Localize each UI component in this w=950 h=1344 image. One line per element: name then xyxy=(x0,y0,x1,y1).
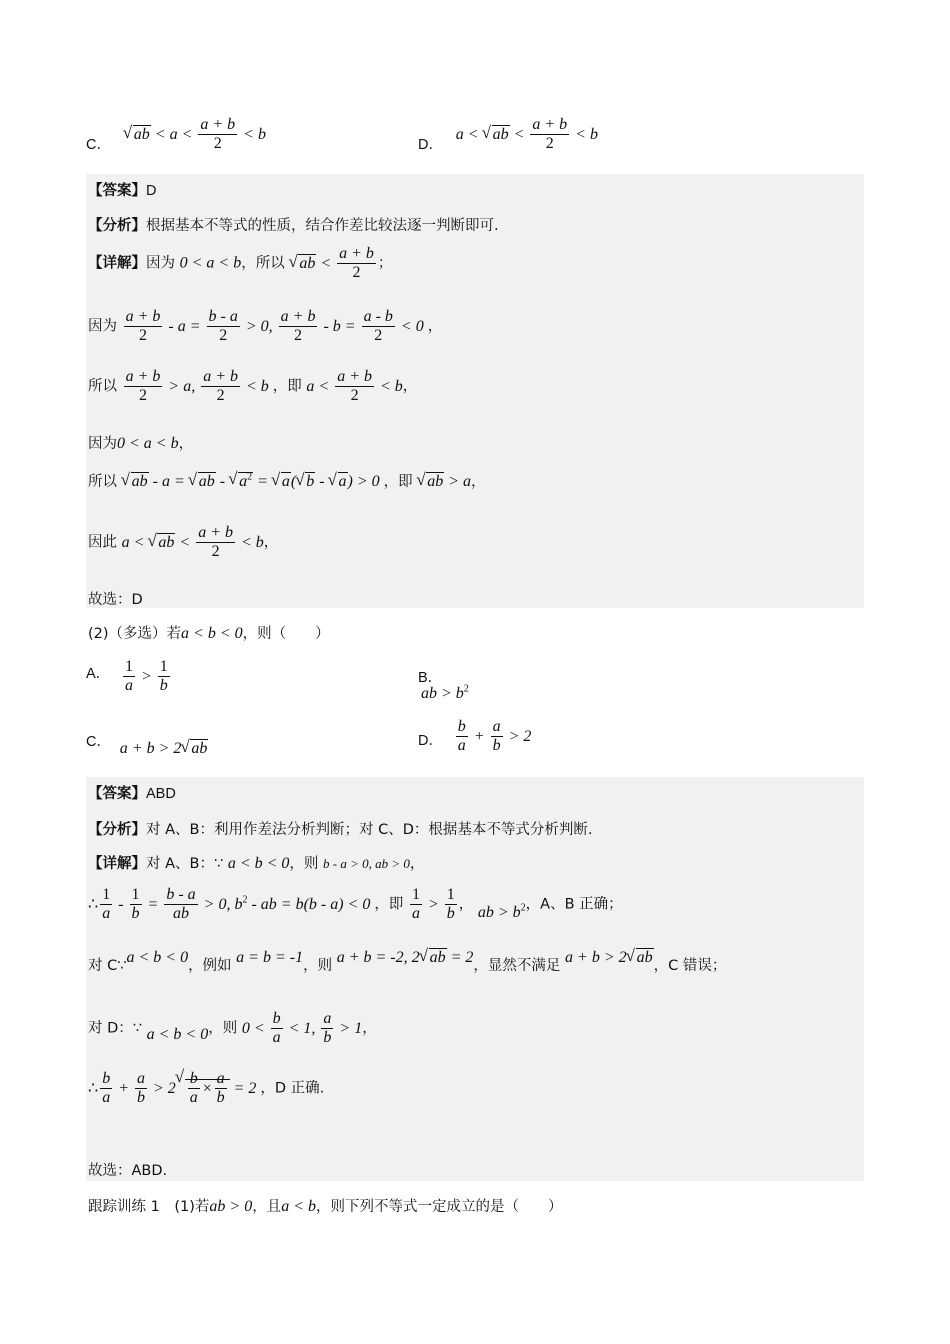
detail2-line-2 xyxy=(88,886,623,924)
analysis-text: 根据基本不等式的性质，结合作差比较法逐一判断即可. xyxy=(146,218,499,234)
conclusion-1: 故选：D xyxy=(88,592,143,608)
math-ratio-bounds: 0 < $\frac{b}{a}$ < 1, $\frac{a}{b}$ > 1 xyxy=(241,1010,363,1047)
math-sqrt-ab-gt-a: √ ab > a xyxy=(417,473,471,490)
detail-text: ， xyxy=(458,896,474,913)
detail-text: 对 A、B：∵ xyxy=(146,856,224,872)
option-b[interactable] xyxy=(418,670,495,702)
detail-text: ， xyxy=(427,318,443,335)
detail-label: 【详解】 xyxy=(88,856,146,872)
option-c-top[interactable] xyxy=(86,116,266,154)
option-a-expr: $\frac{1}{a}$ > $\frac{1}{b}$ xyxy=(124,658,168,695)
detail-text: 因为 xyxy=(88,436,117,452)
math-am-gm-ratio: ∴ $\frac{b}{a}$ + $\frac{a}{b}$ > 2 √ $\frac{b}{a}$ × $\frac{a}{b}$ = 2 xyxy=(88,1080,260,1097)
analysis-label: 【分析】 xyxy=(88,218,146,234)
analysis-line-1 xyxy=(88,214,499,235)
detail-text: ，C 错误； xyxy=(653,958,727,974)
detail-text: ， xyxy=(471,474,486,490)
detail-text: ，即 xyxy=(383,474,413,490)
math-a-lt-b: a < b xyxy=(281,1198,316,1215)
detail-text: 所以 xyxy=(88,474,117,490)
detail2-line-3 xyxy=(88,949,727,975)
answer-value: D xyxy=(146,183,157,199)
math-0-lt-a-lt-b: 0 < a < b xyxy=(179,254,242,272)
math-differences: $\frac{a + b}{2}$ - a = $\frac{b - a}{2}$ > 0, $\frac{a + b}{2}$ - b = $\frac{a - b}{2}$ < 0 xyxy=(125,308,428,345)
math-am-gm-fail: a + b > 2√ ab xyxy=(565,949,654,966)
detail-line-3 xyxy=(88,368,417,406)
followup-label: 跟踪训练 1 xyxy=(88,1199,160,1215)
followup-question xyxy=(88,1195,562,1216)
detail2-line-1 xyxy=(88,852,424,873)
math-a-lt-b-lt-0-4: a < b < 0 xyxy=(146,1025,209,1043)
question-text: ，则（ ） xyxy=(242,626,330,642)
option-d-expr: $\frac{b}{a}$ + $\frac{a}{b}$ > 2 xyxy=(457,718,532,755)
detail-line-6 xyxy=(88,524,278,562)
answer-label: 【答案】 xyxy=(88,786,146,802)
math-ab-gt-b2: ab > $b^2$ xyxy=(477,902,526,921)
option-d-top[interactable] xyxy=(418,116,598,154)
analysis-text: 对 A、B：利用作差法分析判断；对 C、D：根据基本不等式分析判断. xyxy=(146,822,593,838)
option-c-label: C． xyxy=(86,734,111,750)
option-b-expr: ab > $b^2$ xyxy=(420,683,469,702)
math-ab-gt-0: ab > 0 xyxy=(209,1198,253,1215)
answer-label: 【答案】 xyxy=(88,183,146,199)
math-mean-between: a < $\frac{a + b}{2}$ < b xyxy=(306,368,403,405)
detail-text: 因为 xyxy=(88,318,117,335)
detail-text: ，A、B 正确； xyxy=(525,896,623,913)
detail-line-2 xyxy=(88,308,442,346)
detail-line-4 xyxy=(88,432,193,453)
detail-text: ， xyxy=(409,856,425,872)
answer-line-2 xyxy=(88,782,176,803)
detail-text: ， xyxy=(402,378,418,395)
answer-line-1 xyxy=(88,179,156,200)
math-sqrt-ab-lt-mean: √ ab < $\frac{a + b}{2}$ xyxy=(289,255,378,272)
detail-text: ， xyxy=(178,436,194,452)
detail-line-5 xyxy=(88,470,486,491)
analysis-line-2 xyxy=(88,818,592,839)
option-c[interactable] xyxy=(86,733,208,757)
followup-text: ，则下列不等式一定成立的是（ ） xyxy=(315,1199,563,1215)
detail-text: ，例如 xyxy=(188,958,232,974)
math-reciprocal-ineq: $\frac{1}{a}$ > $\frac{1}{b}$ xyxy=(411,886,455,923)
detail-text: ，即 xyxy=(272,378,302,395)
option-d-expr: a < √ ab < $\frac{a + b}{2}$ < b xyxy=(456,126,598,143)
detail-text: 对 C∵ xyxy=(88,958,127,974)
detail-text: ，显然不满足 xyxy=(473,958,561,974)
answer-value: ABD xyxy=(146,786,176,802)
option-b-label: B． xyxy=(418,670,443,686)
detail-text: 因为 xyxy=(146,255,175,272)
detail-text: ，D 正确. xyxy=(260,1080,325,1097)
math-a-lt-b-lt-0-2: a < b < 0 xyxy=(227,855,290,872)
option-a[interactable] xyxy=(86,658,172,696)
math-a-lt-b-lt-0: a < b < 0 xyxy=(181,625,243,642)
math-mean-bounds: $\frac{a + b}{2}$ > a, $\frac{a + b}{2}$ < b xyxy=(125,368,273,405)
detail-text: 对 D：∵ xyxy=(88,1020,142,1037)
question-2-stem xyxy=(88,622,330,643)
followup-text: (1)若 xyxy=(174,1199,210,1215)
detail-text: ， xyxy=(263,534,279,551)
detail-text: ； xyxy=(377,255,393,272)
math-b-minus-a-gt-0: b - a > 0, ab > 0 xyxy=(323,856,410,871)
detail-text: ， xyxy=(362,1020,377,1037)
math-0-lt-a-lt-b-2: 0 < a < b xyxy=(117,435,179,452)
followup-text: ，且 xyxy=(252,1199,282,1215)
option-c-label: C． xyxy=(86,136,111,153)
detail-text: ，即 xyxy=(374,896,404,913)
option-a-label: A． xyxy=(86,665,111,682)
analysis-label: 【分析】 xyxy=(88,822,146,838)
option-c-expr: a + b > 2√ ab xyxy=(120,740,209,757)
math-a-lt-b-lt-0-3: a < b < 0 xyxy=(126,949,189,966)
option-d-label: D． xyxy=(418,136,443,153)
math-a-eq-b-neg1: a = b = -1 xyxy=(236,949,304,966)
detail-text: ，则 xyxy=(289,856,319,872)
detail-text: 所以 xyxy=(88,378,117,395)
math-sqrt-difference: √ ab - a = √ ab - √ $a^2$ = √ a(√ b - √ a) > 0 xyxy=(122,473,384,490)
conclusion-2: 故选：ABD. xyxy=(88,1163,168,1179)
detail-text: 因此 xyxy=(88,534,117,551)
question-text: (2)（多选）若 xyxy=(88,626,182,642)
detail-text: ，则 xyxy=(208,1020,238,1037)
detail-text: ，所以 xyxy=(241,255,285,272)
option-c-expr: √ ab < a < $\frac{a + b}{2}$ < b xyxy=(124,126,266,143)
option-d-label: D． xyxy=(418,732,443,749)
math-final-chain: a < √ ab < $\frac{a + b}{2}$ < b xyxy=(122,534,264,551)
detail-label: 【详解】 xyxy=(88,255,146,272)
detail-text: ，则 xyxy=(303,958,333,974)
option-d[interactable] xyxy=(418,718,531,756)
detail2-line-4 xyxy=(88,1010,377,1048)
detail-line-1 xyxy=(88,245,392,283)
detail2-line-5 xyxy=(88,1070,324,1108)
math-sum-and-root: a + b = -2, 2√ ab = 2 xyxy=(337,949,474,966)
math-reciprocal-diff: ∴ $\frac{1}{a}$ - $\frac{1}{b}$ = $\frac{b - a}{ab}$ > 0, $b^2$ - ab = b(b - a) < 0 xyxy=(88,886,375,923)
